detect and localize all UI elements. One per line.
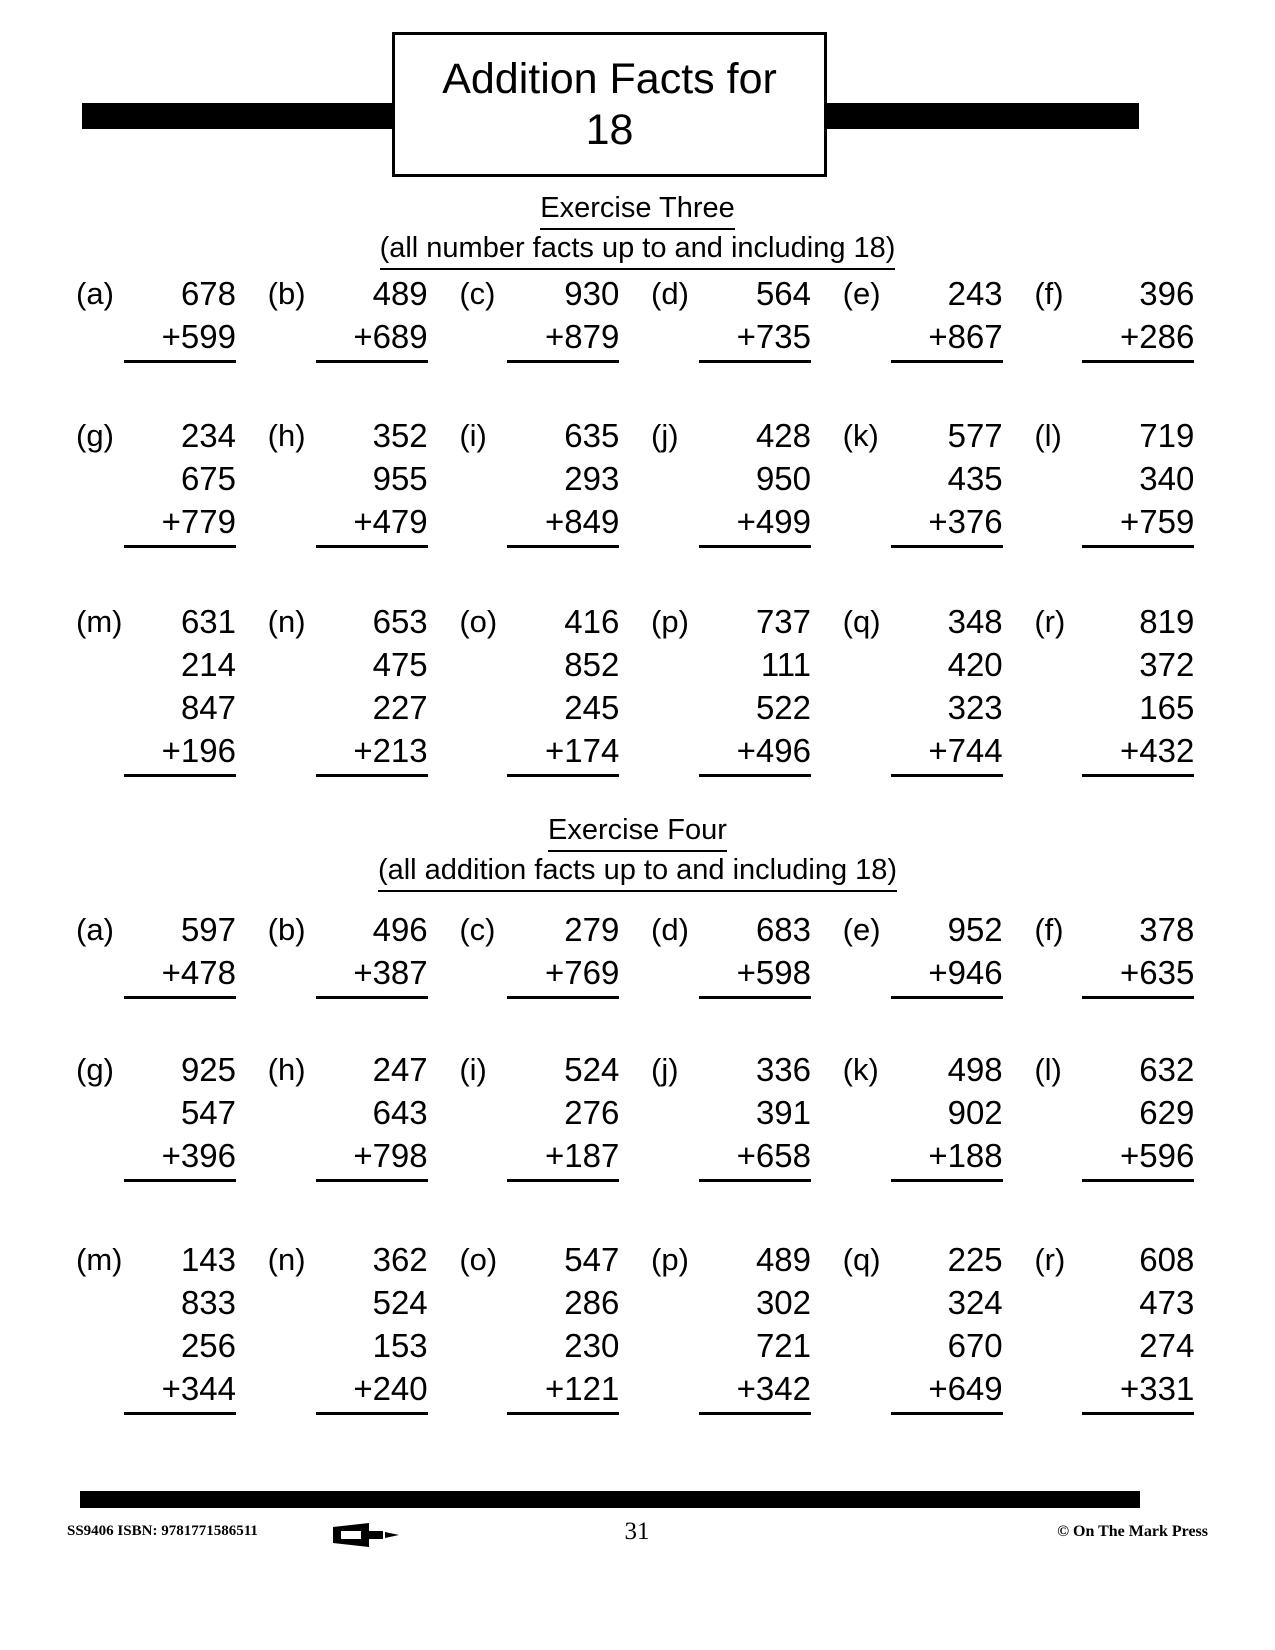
problem-r (1020, 1238, 1212, 1415)
addend: 435 (947, 460, 1003, 497)
addend: 496 (372, 911, 428, 948)
problem-operands (124, 272, 236, 363)
problem-operands (316, 414, 428, 548)
footer-isbn: SS9406 ISBN: 9781771586511 (67, 1523, 258, 1539)
problem-operands (1082, 908, 1194, 999)
addend-final: +342 (699, 1367, 811, 1415)
problem-label: (h) (267, 418, 306, 453)
addend-final: +187 (507, 1134, 619, 1182)
addend: 522 (755, 689, 811, 726)
exercise-three-row-2 (62, 414, 1212, 548)
problem-q (829, 1238, 1021, 1415)
problem-label: (i) (459, 418, 487, 453)
exercise-four-heading-block (0, 812, 1275, 892)
addend-final: +598 (699, 951, 811, 999)
problem-label: (g) (76, 418, 114, 453)
addend: 372 (1139, 646, 1195, 683)
problem-label: (f) (1034, 276, 1064, 311)
problem-k (829, 1048, 1021, 1182)
addend-final: +387 (316, 951, 428, 999)
problem-p (637, 1238, 829, 1415)
addend: 955 (372, 460, 428, 497)
addend: 143 (180, 1241, 236, 1278)
problem-g (62, 414, 254, 548)
addend: 631 (180, 603, 236, 640)
problem-label: (a) (76, 912, 114, 947)
addend-final: +735 (699, 315, 811, 363)
addend: 234 (180, 417, 236, 454)
problem-operands (699, 600, 811, 777)
addend: 323 (947, 689, 1003, 726)
problem-label: (c) (459, 276, 496, 311)
problem-operands (316, 1048, 428, 1182)
page-title-line2: 18 (585, 105, 634, 154)
exercise-four-row-1 (62, 908, 1212, 999)
problem-c (445, 908, 637, 999)
problem-i (445, 414, 637, 548)
problem-a (62, 908, 254, 999)
addend: 547 (564, 1241, 620, 1278)
problem-l (1020, 1048, 1212, 1182)
addend: 597 (180, 911, 236, 948)
exercise-three-row-3 (62, 600, 1212, 777)
problem-label: (n) (267, 604, 306, 639)
addend: 230 (564, 1327, 620, 1364)
addend-final: +432 (1082, 729, 1194, 777)
addend: 721 (755, 1327, 811, 1364)
problem-label: (r) (1034, 604, 1066, 639)
addend: 678 (180, 275, 236, 312)
addend-final: +196 (124, 729, 236, 777)
addend-final: +240 (316, 1367, 428, 1415)
addend-final: +331 (1082, 1367, 1194, 1415)
addend: 925 (180, 1051, 236, 1088)
addend: 225 (947, 1241, 1003, 1278)
addend: 629 (1139, 1094, 1195, 1131)
addend: 524 (372, 1284, 428, 1321)
addend: 675 (180, 460, 236, 497)
problem-operands (124, 414, 236, 548)
addend: 420 (947, 646, 1003, 683)
addend-final: +499 (699, 500, 811, 548)
addend: 336 (755, 1051, 811, 1088)
addend: 247 (372, 1051, 428, 1088)
addend-final: +496 (699, 729, 811, 777)
addend: 378 (1139, 911, 1195, 948)
problem-o (445, 1238, 637, 1415)
problem-label: (i) (459, 1052, 487, 1087)
addend-final: +658 (699, 1134, 811, 1182)
problem-c (445, 272, 637, 363)
addend: 348 (947, 603, 1003, 640)
problem-m (62, 600, 254, 777)
problem-operands (507, 414, 619, 548)
problem-label: (p) (651, 1242, 689, 1277)
problem-operands (124, 1238, 236, 1415)
problem-j (637, 1048, 829, 1182)
problem-label: (m) (76, 604, 123, 639)
addend: 683 (755, 911, 811, 948)
problem-g (62, 1048, 254, 1182)
addend: 653 (372, 603, 428, 640)
addend: 286 (564, 1284, 620, 1321)
problem-operands (124, 908, 236, 999)
addend: 416 (564, 603, 620, 640)
addend: 214 (180, 646, 236, 683)
exercise-four-title: Exercise Four (548, 812, 727, 852)
problem-label: (q) (842, 604, 881, 639)
problem-label: (p) (651, 604, 689, 639)
problem-label: (e) (842, 276, 881, 311)
problem-label: (b) (267, 912, 306, 947)
addend: 111 (760, 646, 811, 683)
addend-final: +174 (507, 729, 619, 777)
addend-final: +599 (124, 315, 236, 363)
problem-operands (1082, 272, 1194, 363)
problem-b (254, 908, 446, 999)
addend: 243 (947, 275, 1003, 312)
problem-p (637, 600, 829, 777)
problem-label: (b) (267, 276, 306, 311)
addend-final: +478 (124, 951, 236, 999)
exercise-four-row-2 (62, 1048, 1212, 1182)
addend: 902 (947, 1094, 1003, 1131)
problem-operands (507, 908, 619, 999)
addend: 256 (180, 1327, 236, 1364)
addend-final: +689 (316, 315, 428, 363)
addend-final: +121 (507, 1367, 619, 1415)
problem-operands (891, 414, 1003, 548)
addend: 302 (755, 1284, 811, 1321)
exercise-three-title: Exercise Three (540, 190, 735, 230)
problem-b (254, 272, 446, 363)
addend: 396 (1139, 275, 1195, 312)
addend: 293 (564, 460, 620, 497)
problem-f (1020, 908, 1212, 999)
addend-final: +213 (316, 729, 428, 777)
problem-label: (k) (842, 418, 879, 453)
addend-final: +867 (891, 315, 1003, 363)
addend: 362 (372, 1241, 428, 1278)
addend: 498 (947, 1051, 1003, 1088)
problem-operands (699, 414, 811, 548)
footer-publisher: © On The Mark Press (1057, 1523, 1208, 1540)
problem-label: (a) (76, 276, 114, 311)
addend-final: +879 (507, 315, 619, 363)
footer-rule-bar (80, 1491, 1140, 1508)
problem-operands (891, 1048, 1003, 1182)
problem-operands (891, 600, 1003, 777)
problem-label: (l) (1034, 418, 1062, 453)
problem-q (829, 600, 1021, 777)
problem-h (254, 1048, 446, 1182)
addend: 833 (180, 1284, 236, 1321)
problem-operands (507, 1048, 619, 1182)
problem-label: (j) (651, 418, 679, 453)
problem-a (62, 272, 254, 363)
addend-final: +396 (124, 1134, 236, 1182)
problem-label: (g) (76, 1052, 114, 1087)
addend: 847 (180, 689, 236, 726)
problem-operands (507, 600, 619, 777)
problem-m (62, 1238, 254, 1415)
problem-r (1020, 600, 1212, 777)
addend: 153 (372, 1327, 428, 1364)
problem-operands (699, 1048, 811, 1182)
page-number: 31 (624, 1518, 650, 1545)
problem-h (254, 414, 446, 548)
addend: 643 (372, 1094, 428, 1131)
problem-label: (o) (459, 604, 498, 639)
exercise-four-subtitle: (all addition facts up to and including 18) (378, 852, 897, 892)
page-title-line1: Addition Facts for (442, 54, 777, 103)
problem-label: (m) (76, 1242, 123, 1277)
problem-i (445, 1048, 637, 1182)
addend: 475 (372, 646, 428, 683)
addend-final: +649 (891, 1367, 1003, 1415)
addend: 391 (755, 1094, 811, 1131)
addend: 340 (1139, 460, 1195, 497)
problem-n (254, 600, 446, 777)
problem-operands (316, 1238, 428, 1415)
addend-final: +286 (1082, 315, 1194, 363)
addend-final: +798 (316, 1134, 428, 1182)
addend: 324 (947, 1284, 1003, 1321)
addend: 547 (180, 1094, 236, 1131)
problem-d (637, 272, 829, 363)
addend: 489 (372, 275, 428, 312)
problem-operands (316, 600, 428, 777)
addend-final: +769 (507, 951, 619, 999)
addend: 279 (564, 911, 620, 948)
problem-operands (316, 272, 428, 363)
addend: 227 (372, 689, 428, 726)
problem-operands (699, 272, 811, 363)
problem-operands (699, 1238, 811, 1415)
problem-label: (c) (459, 912, 496, 947)
problem-label: (j) (651, 1052, 679, 1087)
addend: 670 (947, 1327, 1003, 1364)
footer (62, 1520, 1212, 1560)
addend-final: +635 (1082, 951, 1194, 999)
addend-final: +596 (1082, 1134, 1194, 1182)
exercise-four-row-3 (62, 1238, 1212, 1415)
problem-label: (l) (1034, 1052, 1062, 1087)
addend: 952 (947, 911, 1003, 948)
addend: 352 (372, 417, 428, 454)
problem-e (829, 272, 1021, 363)
page-title (442, 54, 777, 155)
addend: 950 (755, 460, 811, 497)
problem-operands (124, 1048, 236, 1182)
addend: 274 (1139, 1327, 1195, 1364)
problem-label: (r) (1034, 1242, 1066, 1277)
addend: 719 (1139, 417, 1195, 454)
addend-final: +344 (124, 1367, 236, 1415)
addend: 852 (564, 646, 620, 683)
problem-l (1020, 414, 1212, 548)
addend: 577 (947, 417, 1003, 454)
problem-label: (k) (842, 1052, 879, 1087)
exercise-three-row-1 (62, 272, 1212, 363)
problem-operands (891, 272, 1003, 363)
problem-operands (891, 1238, 1003, 1415)
problem-f (1020, 272, 1212, 363)
problem-label: (e) (842, 912, 881, 947)
addend: 930 (564, 275, 620, 312)
problem-operands (507, 1238, 619, 1415)
problem-n (254, 1238, 446, 1415)
addend-final: +188 (891, 1134, 1003, 1182)
addend: 473 (1139, 1284, 1195, 1321)
addend: 524 (564, 1051, 620, 1088)
problem-operands (507, 272, 619, 363)
addend-final: +759 (1082, 500, 1194, 548)
problem-label: (f) (1034, 912, 1064, 947)
problem-o (445, 600, 637, 777)
addend: 276 (564, 1094, 620, 1131)
page-title-box (392, 32, 827, 177)
addend: 564 (755, 275, 811, 312)
problem-label: (h) (267, 1052, 306, 1087)
addend: 819 (1139, 603, 1195, 640)
problem-operands (1082, 1238, 1194, 1415)
problem-k (829, 414, 1021, 548)
problem-operands (124, 600, 236, 777)
addend-final: +946 (891, 951, 1003, 999)
problem-label: (q) (842, 1242, 881, 1277)
problem-label: (d) (651, 912, 689, 947)
addend: 245 (564, 689, 620, 726)
exercise-three-heading-block (0, 190, 1275, 270)
addend-final: +849 (507, 500, 619, 548)
addend: 165 (1139, 689, 1195, 726)
addend: 428 (755, 417, 811, 454)
addend: 608 (1139, 1241, 1195, 1278)
problem-d (637, 908, 829, 999)
addend: 635 (564, 417, 620, 454)
addend: 737 (755, 603, 811, 640)
problem-operands (1082, 414, 1194, 548)
problem-label: (n) (267, 1242, 306, 1277)
problem-operands (316, 908, 428, 999)
addend-final: +376 (891, 500, 1003, 548)
problem-operands (1082, 600, 1194, 777)
problem-j (637, 414, 829, 548)
problem-e (829, 908, 1021, 999)
problem-operands (891, 908, 1003, 999)
addend-final: +779 (124, 500, 236, 548)
addend-final: +744 (891, 729, 1003, 777)
problem-operands (1082, 1048, 1194, 1182)
addend-final: +479 (316, 500, 428, 548)
problem-label: (d) (651, 276, 689, 311)
addend: 489 (755, 1241, 811, 1278)
problem-label: (o) (459, 1242, 498, 1277)
addend: 632 (1139, 1051, 1195, 1088)
exercise-three-subtitle: (all number facts up to and including 18) (380, 230, 896, 270)
problem-operands (699, 908, 811, 999)
